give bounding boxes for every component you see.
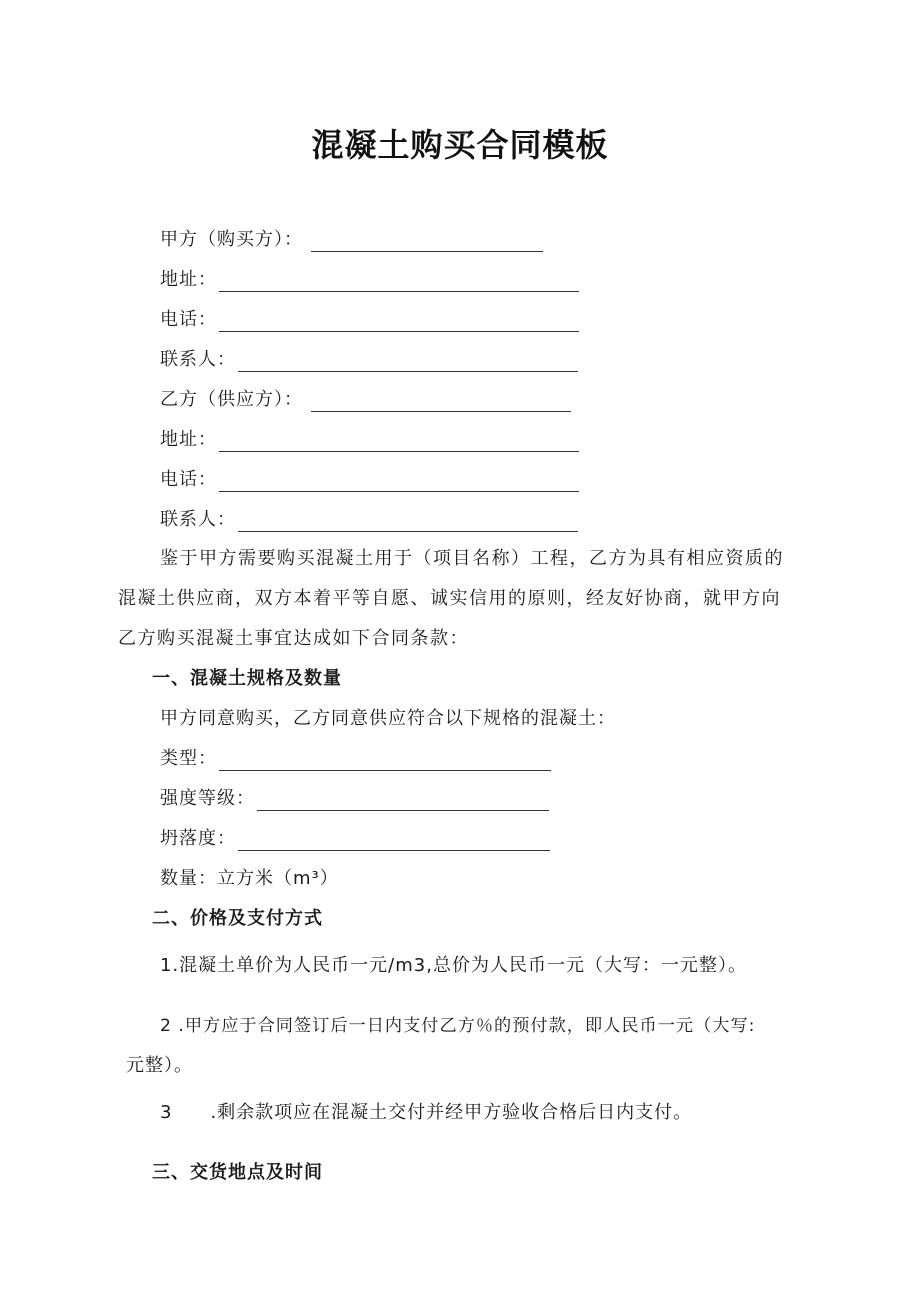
type-field: [160, 747, 551, 771]
party-a-address-field: [160, 268, 579, 292]
payment-item-3: 3 .剩余款项应在混凝土交付并经甲方验收合格后日内支付。: [160, 1102, 693, 1123]
strength-label: 强度等级：: [160, 788, 255, 809]
slump-field: [160, 827, 550, 851]
type-label: 类型：: [160, 748, 217, 769]
party-a-label: 甲方（购买方）：: [160, 229, 303, 250]
party-b-blank[interactable]: [311, 393, 571, 412]
intro-line-3: 乙方购买混凝土事宜达成如下合同条款：: [118, 628, 469, 649]
intro-line-1: 鉴于甲方需要购买混凝土用于（项目名称）工程，乙方为具有相应资质的: [160, 548, 784, 569]
party-a-contact-blank[interactable]: [238, 353, 578, 372]
section-2-heading: 二、价格及支付方式: [152, 908, 323, 929]
party-a-blank[interactable]: [311, 233, 543, 252]
party-b-phone-field: [160, 468, 579, 492]
party-a-contact-field: [160, 348, 578, 372]
party-a-phone-label: 电话：: [160, 309, 217, 330]
quantity-line: 数量：立方米（m³）: [160, 868, 339, 889]
party-a-phone-blank[interactable]: [219, 313, 579, 332]
party-b-address-label: 地址：: [160, 429, 217, 450]
party-b-phone-label: 电话：: [160, 469, 217, 490]
document-title: 混凝土购买合同模板: [311, 126, 609, 164]
section-1-heading: 一、混凝土规格及数量: [152, 668, 342, 689]
party-a-phone-field: [160, 308, 579, 332]
party-a-contact-label: 联系人：: [160, 349, 236, 370]
slump-blank[interactable]: [238, 832, 550, 851]
party-b-phone-blank[interactable]: [219, 473, 579, 492]
strength-blank[interactable]: [257, 792, 549, 811]
party-b-address-blank[interactable]: [219, 433, 579, 452]
type-blank[interactable]: [219, 752, 551, 771]
party-a-address-blank[interactable]: [219, 273, 579, 292]
party-a-field: [160, 228, 543, 252]
strength-field: [160, 787, 549, 811]
party-a-address-label: 地址：: [160, 269, 217, 290]
section-1-text: 甲方同意购买，乙方同意供应符合以下规格的混凝土：: [160, 708, 616, 729]
payment-item-1: 1.混凝土单价为人民币一元/m3,总价为人民币一元（大写：一元整）。: [160, 955, 747, 976]
party-b-contact-field: [160, 508, 578, 532]
party-b-contact-blank[interactable]: [238, 513, 578, 532]
payment-item-2-line-1: 2 .甲方应于合同签订后一日内支付乙方％的预付款，即人民币一元（大写:: [160, 1016, 756, 1036]
party-b-address-field: [160, 428, 579, 452]
section-3-heading: 三、交货地点及时间: [152, 1162, 323, 1183]
party-b-label: 乙方（供应方）：: [160, 389, 303, 410]
slump-label: 坍落度：: [160, 828, 236, 849]
intro-line-2: 混凝土供应商，双方本着平等自愿、诚实信用的原则，经友好协商，就甲方向: [118, 588, 781, 609]
payment-item-2-line-2: 元整）。: [126, 1055, 193, 1076]
party-b-contact-label: 联系人：: [160, 509, 236, 530]
party-b-field: [160, 388, 571, 412]
